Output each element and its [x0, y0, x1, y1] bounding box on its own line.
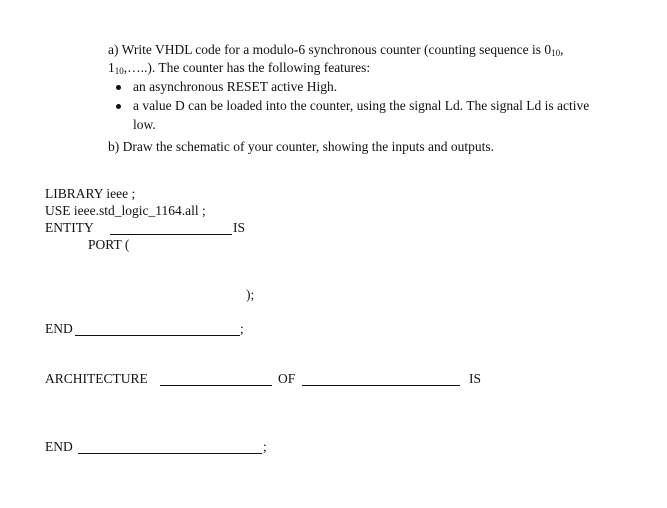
entity-keyword: ENTITY: [45, 220, 94, 235]
text: ,…..). The counter has the following features:: [123, 60, 371, 75]
text: 1: [108, 60, 115, 75]
text: a) Write VHDL code for a modulo-6 synchronous counter (counting sequence is 0: [108, 42, 552, 57]
subscript: 10: [114, 66, 124, 76]
end-architecture-blank[interactable]: [78, 453, 262, 454]
end-architecture-keyword: END: [45, 439, 73, 454]
bullet-item-continued: low.: [133, 117, 156, 132]
text: ,: [560, 42, 564, 57]
end-entity-blank[interactable]: [75, 335, 240, 336]
end-architecture-semicolon: ;: [263, 439, 267, 454]
bullet-item: a value D can be loaded into the counter, using the signal Ld. The signal Ld is active: [133, 98, 590, 113]
bullet-icon: [116, 104, 121, 109]
architecture-entity-blank[interactable]: [302, 385, 460, 386]
architecture-keyword: ARCHITECTURE: [45, 371, 148, 386]
entity-name-blank[interactable]: [110, 234, 232, 235]
port-keyword: PORT (: [88, 237, 130, 252]
part-a-line2: [108, 60, 370, 76]
end-entity-keyword: END: [45, 321, 73, 336]
part-a-line1: [108, 42, 563, 58]
bullet-item: an asynchronous RESET active High.: [133, 79, 338, 94]
library-line: LIBRARY ieee ;: [45, 186, 136, 201]
subscript: 10: [551, 48, 561, 58]
entity-is-keyword: IS: [233, 220, 246, 235]
end-entity-semicolon: ;: [240, 321, 244, 336]
bullet-icon: [116, 85, 121, 90]
port-close: );: [246, 287, 255, 302]
architecture-is-keyword: IS: [469, 371, 482, 386]
use-line: USE ieee.std_logic_1164.all ;: [45, 203, 206, 218]
of-keyword: OF: [278, 371, 296, 386]
architecture-name-blank[interactable]: [160, 385, 272, 386]
part-b: b) Draw the schematic of your counter, showing the inputs and outputs.: [108, 139, 495, 154]
